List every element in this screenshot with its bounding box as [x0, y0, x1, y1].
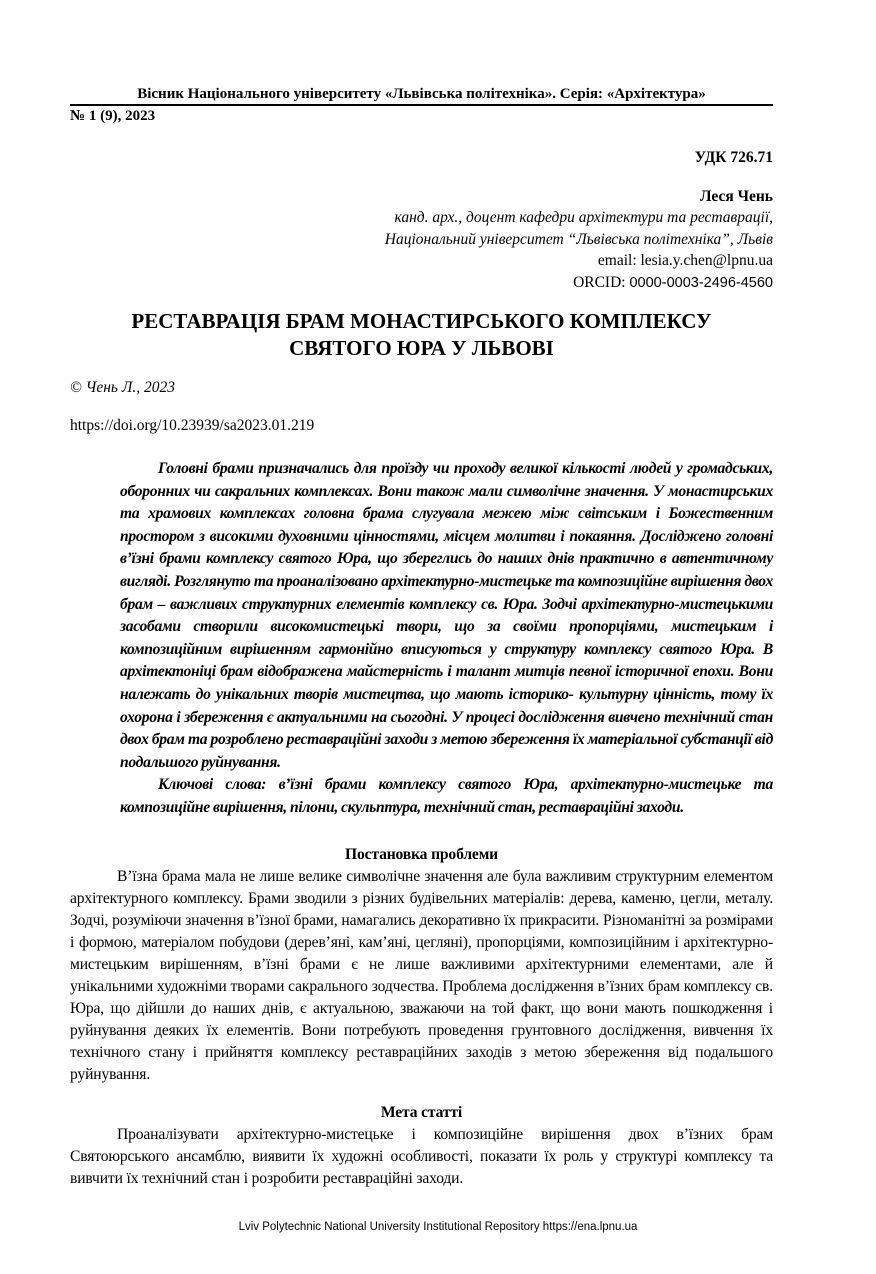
- repository-footer: Lviv Polytechnic National University Institutional Repository https://ena.lpnu.ua: [238, 1220, 638, 1233]
- abstract: [120, 458, 773, 820]
- copyright: © Чень Л., 2023: [70, 379, 175, 396]
- udk-code: УДК 726.71: [694, 149, 773, 166]
- author-block: [70, 186, 773, 295]
- orcid-id[interactable]: 0000-0003-2496-4560: [629, 274, 773, 291]
- title-line-2: СВЯТОГО ЮРА У ЛЬВОВІ: [289, 336, 554, 360]
- section-heading: Постановка проблеми: [344, 845, 499, 863]
- author-affiliation: Національний університет “Львівська політехніка”, Львів: [384, 230, 773, 248]
- section-text: Проаналізувати архітектурно-мистецьке і композиційне вирішення двох в’їзних брам Святоюрського ансамблю, виявити їх художні особливості, показати їх роль у структурі комплексу та вивчити їх технічний стан і розробити реставраційні заходи.: [70, 1125, 773, 1187]
- author-email[interactable]: email: lesia.y.chen@lpnu.ua: [597, 252, 773, 269]
- orcid-label: ORCID:: [573, 273, 630, 291]
- keywords: Ключові слова: в’їзні брами комплексу святого Юра, архітектурно-мистецьке та композиційне вирішення, пілони, скульптура, технічний стан, реставраційні заходи.: [120, 776, 773, 816]
- section-goal: [70, 1102, 773, 1190]
- author-position: канд. арх., доцент кафедри архітектури та реставрації,: [394, 209, 773, 226]
- journal-header: Вісник Національного університету «Львівська політехніка». Серія: «Архітектура»: [137, 86, 706, 102]
- doi-link[interactable]: https://doi.org/10.23939/sa2023.01.219: [70, 417, 315, 434]
- author-name: Леся Чень: [699, 187, 773, 205]
- abstract-text: Головні брами призначались для проїзду чи проходу великої кількості людей у громадських, оборонних чи сакральних комплексах. Вони також мали символічне значення. У монастирських та храмових комплексах головна брама слугувала межею між світським і Божественним простором з високими духовними цінностями, місцем молитви і покаяння. Досліджено головні в’їзні брами комплексу святого Юра, що збереглись до наших днів практично в автентичному вигляді. Розглянуто та проаналізовано архітектурно-мистецьке та композиційне вирішення двох брам – важливих структурних елементів комплексу св. Юра. Зодчі архітектурно-мистецькими засобами створили високомистецькі твори, що за своїми пропорціями, мистецьким і композиційним вирішенням гармонійно вписуються у структуру комплексу святого Юра. В архітектоніці брам відображена майстерність і талант митців певної історичної епохи. Вони належать до унікальних творів мистецтва, що мають історико- культурну цінність, тому їх охорона і збереження є актуальними на сьогодні. У процесі дослідження вивчено технічний стан двох брам та розроблено реставраційні заходи з метою збереження їх матеріальної субстанції від подальшого руйнування.: [120, 460, 773, 771]
- section-text: В’їзна брама мала не лише велике символічне значення але була важливим структурним елементом архітектурного комплексу. Брами зводили з різних будівельних матеріалів: дерева, каменю, цегли, металу. Зодчі, розуміючи значення в’їзної брами, намагались декоративно їх прикрасити. Різноманітні за розмірами і формою, матеріалом побудови (дерев’яні, кам’яні, цегляні), пропорціями, композиційним і архітектурно-мистецьким вирішенням, в’їзні брами є не лише важливими архітектурними елементами, але й унікальними художніми творами сакрального зодчества. Проблема дослідження в’їзних брам комплексу св. Юра, що дійшли до наших днів, є актуальною, зважаючи на той факт, що вони мають пошкодження і руйнування деяких їх елементів. Вони потребують проведення грунтовного дослідження, вивчення їх технічного стану і прийняття комплексу реставраційних заходів з метою збереження від подальшого руйнування.: [70, 867, 773, 1083]
- section-heading: Мета статті: [380, 1103, 463, 1121]
- issue-number: № 1 (9), 2023: [70, 108, 156, 124]
- section-problem: [70, 844, 773, 1086]
- author-orcid: [70, 272, 773, 295]
- header-rule: [70, 104, 773, 106]
- article-title: [70, 308, 773, 362]
- title-line-1: РЕСТАВРАЦІЯ БРАМ МОНАСТИРСЬКОГО КОМПЛЕКСУ: [131, 309, 712, 333]
